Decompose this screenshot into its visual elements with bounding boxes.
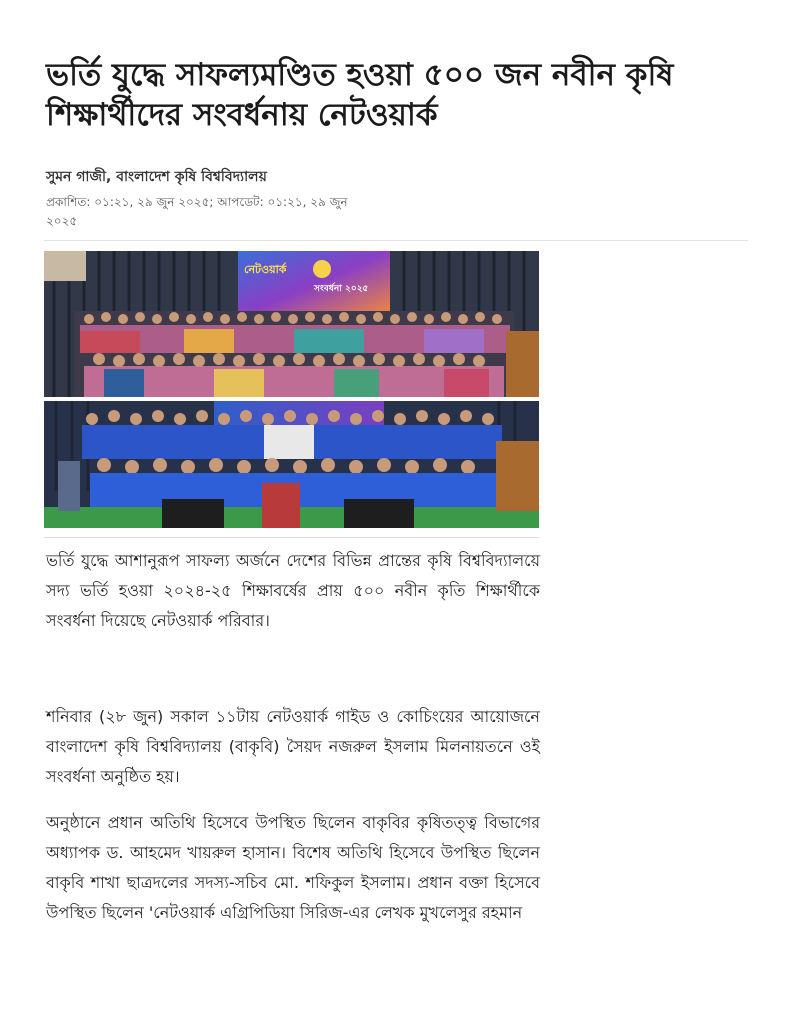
event-photo-illustration (44, 251, 539, 528)
article-paragraph-1: ভর্তি যুদ্ধে আশানুরূপ সাফল্য অর্জনে দেশের বিভিন্ন প্রান্তের কৃষি বিশ্ববিদ্যালয়ে সদ্য ভর্তি হওয়া ২০২৪-২৫ শিক্ষাবর্ষের প্রায় ৫০০ নবীন কৃতি শিক্ষার্থীকে সংবর্ধনা দিয়েছে নেটওয়ার্ক পরিবার। (46, 551, 540, 630)
header-divider (44, 240, 748, 241)
event-photo[interactable] (44, 251, 539, 528)
article-paragraph-2: শনিবার (২৮ জুন) সকাল ১১টায় নেটওয়ার্ক গাইড ও কোচিংয়ের আয়োজনে বাংলাদেশ কৃষি বিশ্ববিদ্যালয় (বাকৃবি) সৈয়দ নজরুল ইসলাম মিলনায়তনে ওই সংবর্ধনা অনুষ্ঠিত হয়। (46, 707, 540, 786)
banner-subtitle-text: সংবর্ধনা ২০২৫ (314, 284, 369, 294)
article-paragraph-3: অনুষ্ঠানে প্রধান অতিথি হিসেবে উপস্থিত ছিলেন বাকৃবির কৃষিতত্ত্ব বিভাগের অধ্যাপক ড. আহমেদ খায়রুল হাসান। বিশেষ অতিথি হিসেবে উপস্থিত ছিলেন বাকৃবি শাখা ছাত্রদলের সদস্য-সচিব মো. শফিকুল ইসলাম। প্রধান বক্তা হিসেবে উপস্থিত ছিলেন 'নেটওয়ার্ক এগ্রিপিডিয়া সিরিজ-এর লেখক মুখলেসুর রহমান (46, 813, 540, 922)
banner-title-text: নেটওয়ার্ক (244, 263, 287, 276)
article-byline[interactable]: সুমন গাজী, বাংলাদেশ কৃষি বিশ্ববিদ্যালয় (46, 169, 267, 185)
article-headline: ভর্তি যুদ্ধে সাফল্যমণ্ডিত হওয়া ৫০০ জন নবীন কৃষি শিক্ষার্থীদের সংবর্ধনায় নেটওয়ার্ক (46, 57, 674, 133)
article-dateline: প্রকাশিত: ০১:২১, ২৯ জুন ২০২৫; আপডেট: ০১:২১, ২৯ জুন ২০২৫ (46, 195, 348, 228)
photo-divider (44, 537, 539, 538)
